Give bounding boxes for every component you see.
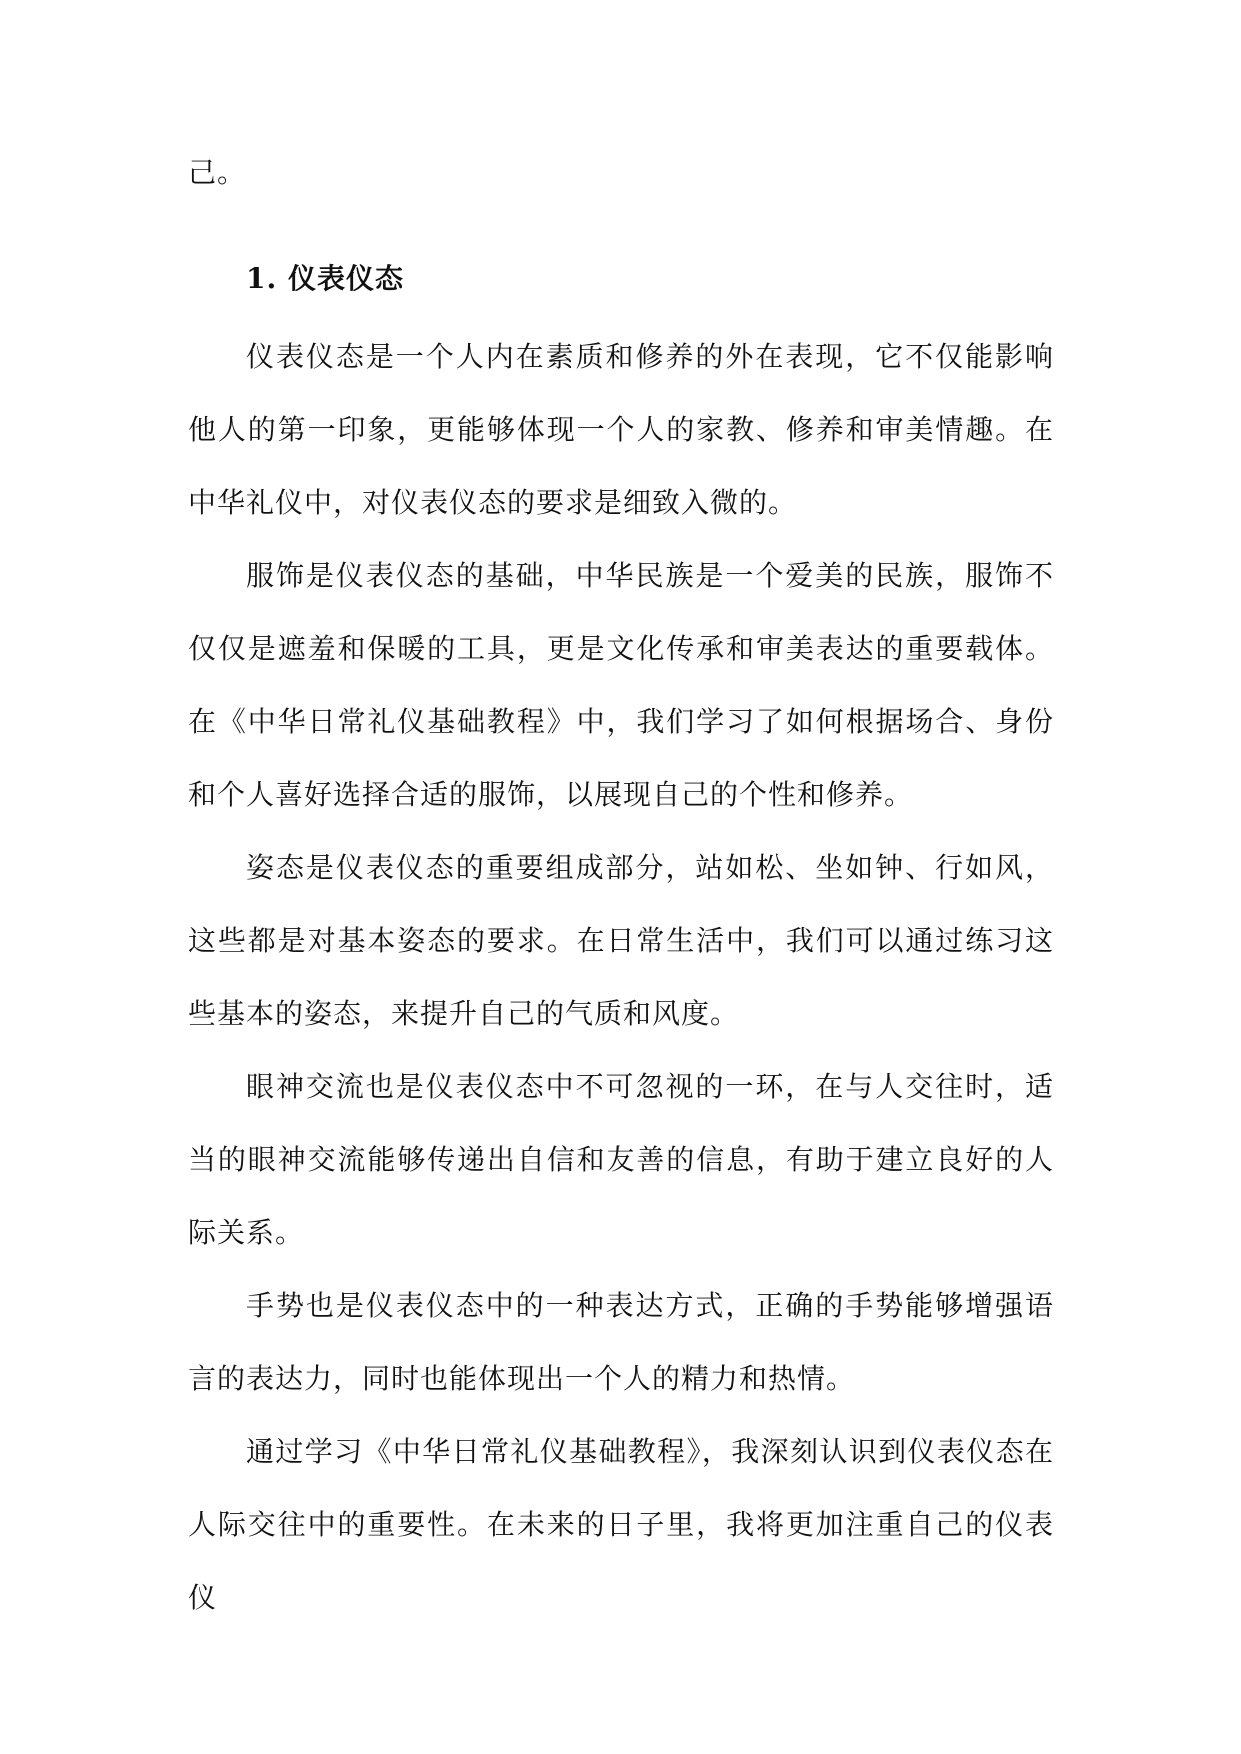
paragraph-appearance-intro: 仪表仪态是一个人内在素质和修养的外在表现，它不仅能影响他人的第一印象，更能够体现一个人的家教、修养和审美情趣。在中华礼仪中，对仪表仪态的要求是细致入微的。 xyxy=(188,340,1054,519)
carryover-text: 己。 xyxy=(188,156,247,189)
paragraph-eye-contact: 眼神交流也是仪表仪态中不可忽视的一环，在与人交往时，适当的眼神交流能够传递出自信和友善的信息，有助于建立良好的人际关系。 xyxy=(188,1070,1054,1249)
body-text xyxy=(188,320,1054,1634)
paragraph-posture: 姿态是仪表仪态的重要组成部分，站如松、坐如钟、行如风，这些都是对基本姿态的要求。在日常生活中，我们可以通过练习这些基本的姿态，来提升自己的气质和风度。 xyxy=(188,851,1054,1030)
paragraph-conclusion: 通过学习《中华日常礼仪基础教程》，我深刻认识到仪表仪态在人际交往中的重要性。在未来的日子里，我将更加注重自己的仪表仪 xyxy=(188,1435,1054,1614)
paragraph-clothing: 服饰是仪表仪态的基础，中华民族是一个爱美的民族，服饰不仅仅是遮羞和保暖的工具，更是文化传承和审美表达的重要载体。在《中华日常礼仪基础教程》中，我们学习了如何根据场合、身份和个人喜好选择合适的服饰，以展现自己的个性和修养。 xyxy=(188,559,1054,811)
section-heading: 1. 仪表仪态 xyxy=(246,262,404,295)
paragraph-gestures: 手势也是仪表仪态中的一种表达方式，正确的手势能够增强语言的表达力，同时也能体现出一个人的精力和热情。 xyxy=(188,1289,1054,1395)
